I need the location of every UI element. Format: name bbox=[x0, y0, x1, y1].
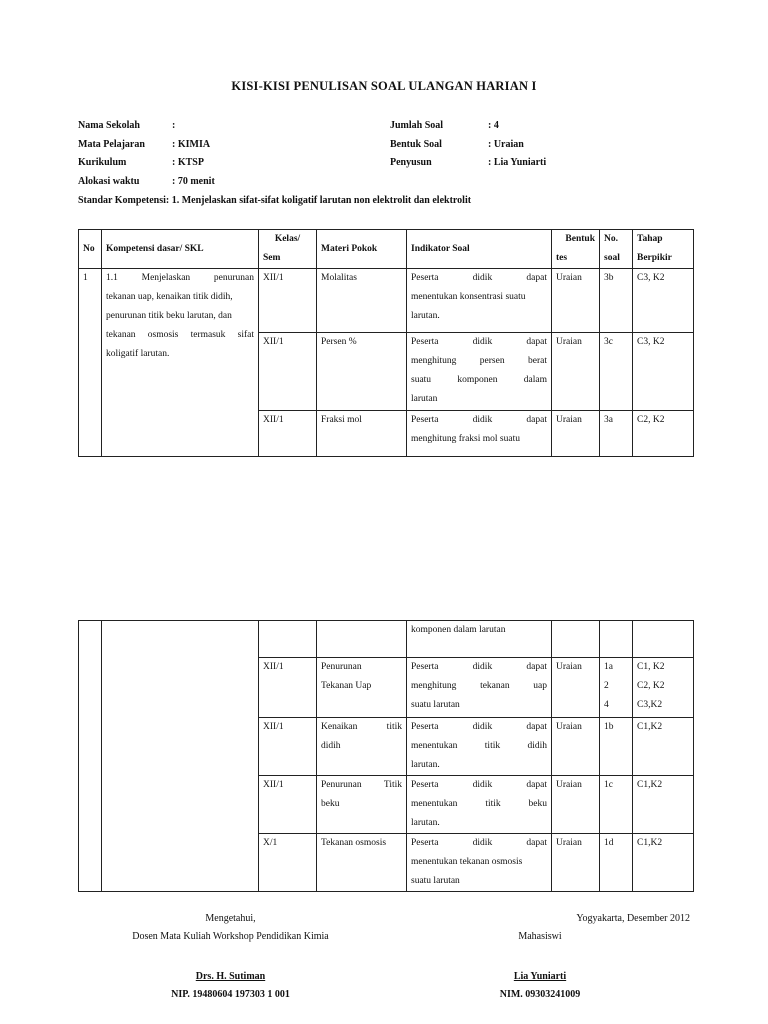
header-kelas: Kelas/ Sem bbox=[259, 230, 317, 269]
tahap-cell bbox=[633, 621, 694, 658]
kisi-table-page2 bbox=[78, 620, 694, 892]
indikator-cell: Peserta didik dapat menentukan titik didih larutan. bbox=[407, 718, 552, 776]
standar-kompetensi: Standar Kompetensi: 1. Menjelaskan sifat-sifat koligatif larutan non elektrolit dan elektrolit bbox=[78, 195, 472, 206]
kurikulum-value: : KTSP bbox=[172, 157, 204, 168]
kelas-cell: XII/1 bbox=[259, 718, 317, 776]
bentuk-cell: Uraian bbox=[552, 834, 600, 892]
tahap-cell: C2, K2 bbox=[633, 411, 694, 457]
row-no bbox=[79, 621, 102, 892]
indikator-cell: Peserta didik dapat menghitung fraksi mol suatu bbox=[407, 411, 552, 457]
indikator-cell: Peserta didik dapat menghitung persen berat suatu komponen dalam larutan bbox=[407, 333, 552, 411]
row-no: 1 bbox=[79, 269, 102, 457]
table-header-row bbox=[79, 230, 694, 269]
bentuk-cell: Uraian bbox=[552, 776, 600, 834]
header-no-soal: No. soal bbox=[600, 230, 633, 269]
indikator-cell: Peserta didik dapat menentukan tekanan osmosis suatu larutan bbox=[407, 834, 552, 892]
alokasi-waktu-value: : 70 menit bbox=[172, 176, 215, 187]
materi-cell: Fraksi mol bbox=[317, 411, 407, 457]
bentuk-soal-value: : Uraian bbox=[488, 139, 524, 150]
nosoal-cell: 1b bbox=[600, 718, 633, 776]
indikator-cell: Peserta didik dapat menghitung tekanan uap suatu larutan bbox=[407, 658, 552, 718]
signature-left-line1: Mengetahui, bbox=[205, 913, 256, 924]
tahap-cell: C1,K2 bbox=[633, 776, 694, 834]
nama-sekolah-value: : bbox=[172, 120, 176, 131]
kelas-cell: X/1 bbox=[259, 834, 317, 892]
materi-cell: Persen % bbox=[317, 333, 407, 411]
materi-cell: Molalitas bbox=[317, 269, 407, 333]
table-row bbox=[79, 269, 694, 333]
tahap-cell: C1,K2 bbox=[633, 834, 694, 892]
kelas-cell: XII/1 bbox=[259, 658, 317, 718]
signature-right-nim: NIM. 09303241009 bbox=[499, 989, 581, 1000]
penyusun-value: : Lia Yuniarti bbox=[488, 157, 547, 168]
table-row bbox=[79, 621, 694, 658]
signature-left-name: Drs. H. Sutiman bbox=[195, 971, 266, 982]
kelas-cell: XII/1 bbox=[259, 333, 317, 411]
materi-cell: Kenaikan titik didih bbox=[317, 718, 407, 776]
header-kompetensi-dasar: Kompetensi dasar/ SKL bbox=[102, 230, 259, 269]
header-bentuk-tes: Bentuk tes bbox=[552, 230, 600, 269]
header-materi-pokok: Materi Pokok bbox=[317, 230, 407, 269]
header-indikator-soal: Indikator Soal bbox=[407, 230, 552, 269]
signature-right-name: Lia Yuniarti bbox=[513, 971, 567, 982]
alokasi-waktu-label: Alokasi waktu bbox=[78, 176, 140, 187]
bentuk-cell bbox=[552, 621, 600, 658]
tahap-cell: C1, K2 C2, K2 C3,K2 bbox=[633, 658, 694, 718]
tahap-cell: C1,K2 bbox=[633, 718, 694, 776]
signature-left-nip: NIP. 19480604 197303 1 001 bbox=[171, 989, 290, 1000]
penyusun-label: Penyusun bbox=[390, 157, 432, 168]
nosoal-cell: 3c bbox=[600, 333, 633, 411]
header-tahap-berpikir: Tahap Berpikir bbox=[633, 230, 694, 269]
signature-left-line2: Dosen Mata Kuliah Workshop Pendidikan Kimia bbox=[132, 931, 329, 942]
materi-cell: Penurunan Titik beku bbox=[317, 776, 407, 834]
kurikulum-label: Kurikulum bbox=[78, 157, 127, 168]
nama-sekolah-label: Nama Sekolah bbox=[78, 120, 140, 131]
tahap-cell: C3, K2 bbox=[633, 333, 694, 411]
jumlah-soal-label: Jumlah Soal bbox=[390, 120, 444, 131]
nosoal-cell: 1d bbox=[600, 834, 633, 892]
header-no: No bbox=[79, 230, 102, 269]
nosoal-cell: 3a bbox=[600, 411, 633, 457]
bentuk-cell: Uraian bbox=[552, 411, 600, 457]
nosoal-cell: 3b bbox=[600, 269, 633, 333]
indikator-cell: Peserta didik dapat menentukan konsentrasi suatu larutan. bbox=[407, 269, 552, 333]
nosoal-cell bbox=[600, 621, 633, 658]
mata-pelajaran-value: : KIMIA bbox=[172, 139, 211, 150]
kelas-cell bbox=[259, 621, 317, 658]
bentuk-cell: Uraian bbox=[552, 718, 600, 776]
document-title: KISI-KISI PENULISAN SOAL ULANGAN HARIAN I bbox=[231, 79, 537, 93]
bentuk-cell: Uraian bbox=[552, 269, 600, 333]
nosoal-cell: 1a 2 4 bbox=[600, 658, 633, 718]
signature-right-line2: Mahasiswi bbox=[518, 931, 562, 942]
signature-right-line1: Yogyakarta, Desember 2012 bbox=[576, 913, 690, 924]
indikator-cell: komponen dalam larutan bbox=[407, 621, 552, 658]
kompetensi-dasar-cell: 1.1 Menjelaskan penurunan tekanan uap, kenaikan titik didih, penurunan titik beku larutan, dan tekanan osmosis termasuk sifat koligatif larutan. bbox=[102, 269, 259, 457]
tahap-cell: C3, K2 bbox=[633, 269, 694, 333]
kompetensi-dasar-cell bbox=[102, 621, 259, 892]
nosoal-cell: 1c bbox=[600, 776, 633, 834]
materi-cell: Tekanan osmosis bbox=[317, 834, 407, 892]
kisi-table-page1 bbox=[78, 229, 694, 457]
bentuk-soal-label: Bentuk Soal bbox=[390, 139, 442, 150]
indikator-cell: Peserta didik dapat menentukan titik beku larutan. bbox=[407, 776, 552, 834]
kelas-cell: XII/1 bbox=[259, 269, 317, 333]
mata-pelajaran-label: Mata Pelajaran bbox=[78, 139, 145, 150]
jumlah-soal-value: : 4 bbox=[488, 120, 499, 131]
kelas-cell: XII/1 bbox=[259, 411, 317, 457]
materi-cell bbox=[317, 621, 407, 658]
kelas-cell: XII/1 bbox=[259, 776, 317, 834]
bentuk-cell: Uraian bbox=[552, 658, 600, 718]
bentuk-cell: Uraian bbox=[552, 333, 600, 411]
materi-cell: Penurunan Tekanan Uap bbox=[317, 658, 407, 718]
